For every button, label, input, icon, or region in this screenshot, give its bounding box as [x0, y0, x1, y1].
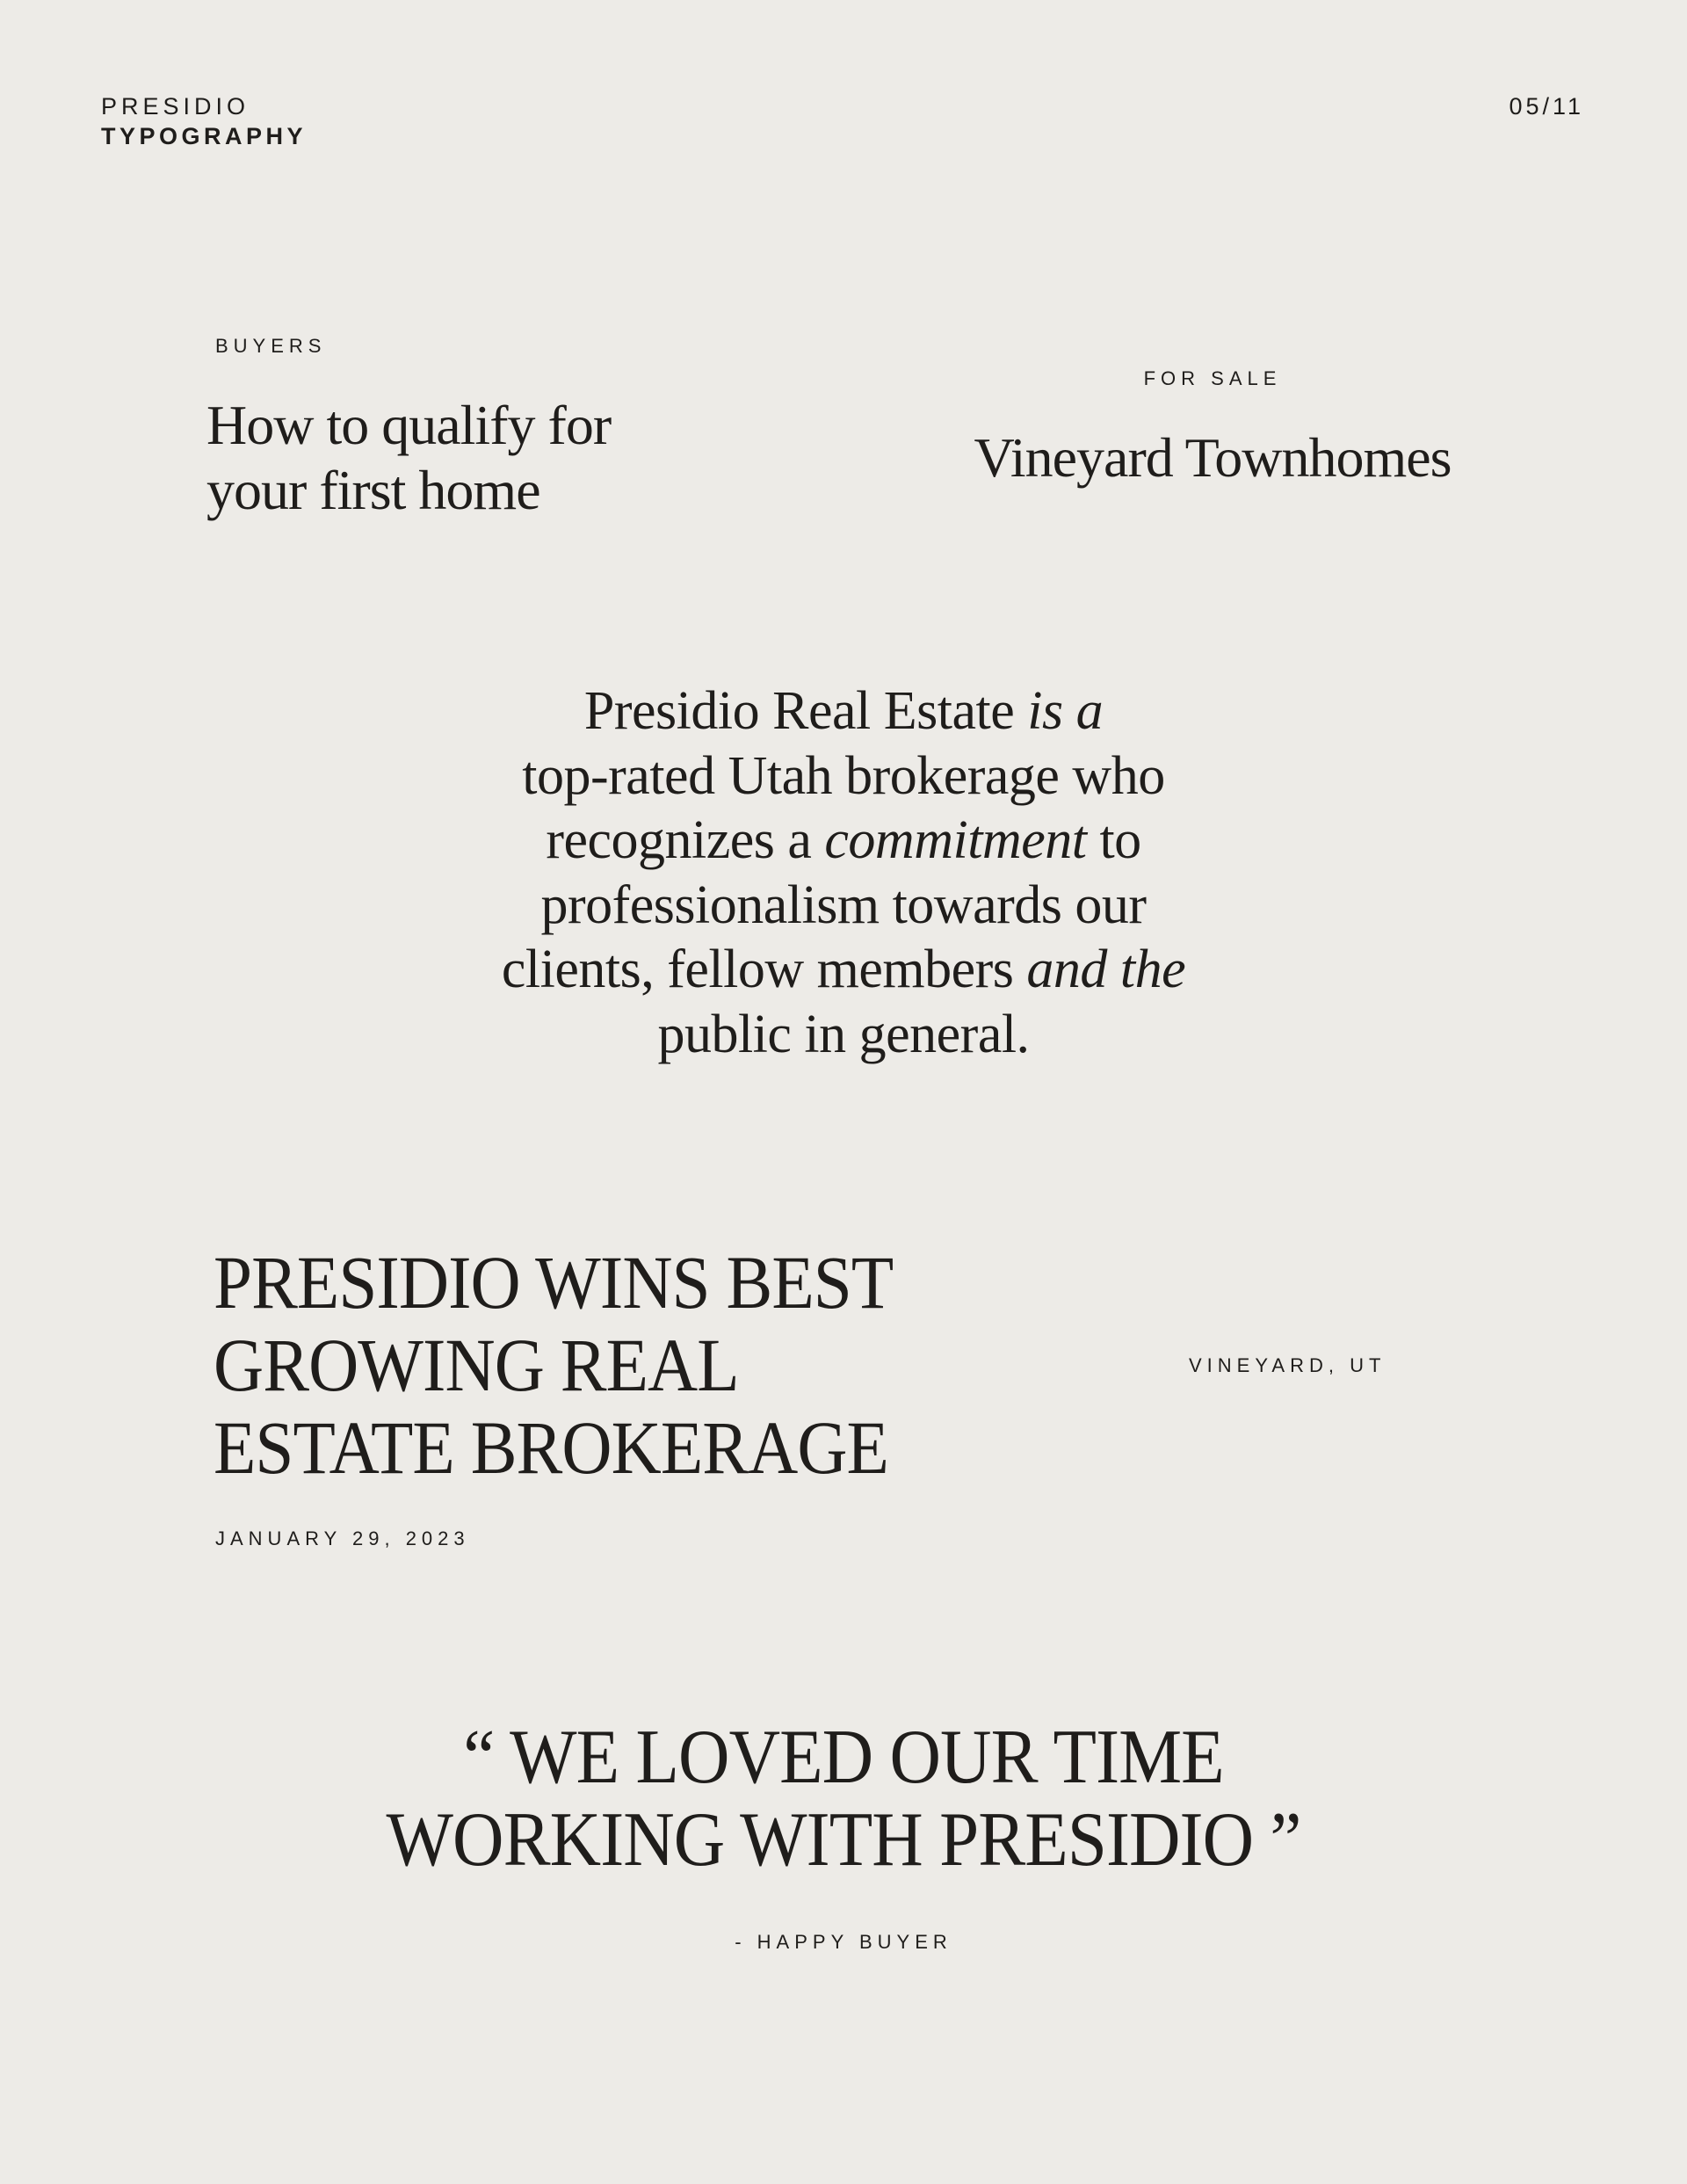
statement-line — [404, 679, 1283, 744]
buyers-headline-line: How to qualify for — [206, 394, 612, 456]
statement-italic: commitment — [824, 810, 1087, 870]
statement-line: public in general. — [657, 1004, 1030, 1064]
statement-italic: is a — [1027, 681, 1104, 741]
statement-line: top-rated Utah brokerage who — [522, 745, 1165, 806]
statement-line — [404, 938, 1283, 1003]
news-headline-line: ESTATE BROKERAGE — [214, 1405, 888, 1490]
news-headline — [214, 1241, 941, 1489]
for-sale-headline: Vineyard Townhomes — [974, 426, 1452, 489]
statement-text: Presidio Real Estate — [583, 681, 1028, 741]
brand-statement — [404, 679, 1283, 1067]
statement-text: recognizes a — [546, 810, 825, 870]
testimonial-attribution: - HAPPY BUYER — [735, 1931, 952, 1953]
statement-line — [404, 809, 1283, 874]
buyers-headline — [206, 393, 699, 523]
buyers-eyebrow: BUYERS — [215, 335, 327, 357]
brand-name: PRESIDIO — [101, 93, 250, 120]
for-sale-eyebrow: FOR SALE — [1143, 367, 1282, 389]
statement-line: professionalism towards our — [540, 874, 1147, 935]
quote-line: WORKING WITH PRESIDIO ” — [386, 1797, 1301, 1883]
statement-italic: and the — [1026, 940, 1186, 999]
testimonial-quote — [358, 1716, 1329, 1882]
statement-text: to — [1086, 810, 1141, 870]
brand-subtitle: TYPOGRAPHY — [101, 123, 308, 149]
news-location: VINEYARD, UT — [1189, 1354, 1387, 1376]
buyers-headline-line: your first home — [206, 459, 540, 521]
news-date: JANUARY 29, 2023 — [215, 1527, 470, 1549]
page-number: 05/11 — [1509, 93, 1584, 120]
quote-line: “ WE LOVED OUR TIME — [463, 1715, 1224, 1800]
news-headline-line: PRESIDIO WINS BEST — [214, 1240, 894, 1324]
statement-text: clients, fellow members — [501, 940, 1027, 999]
news-headline-line: GROWING REAL — [214, 1323, 739, 1407]
